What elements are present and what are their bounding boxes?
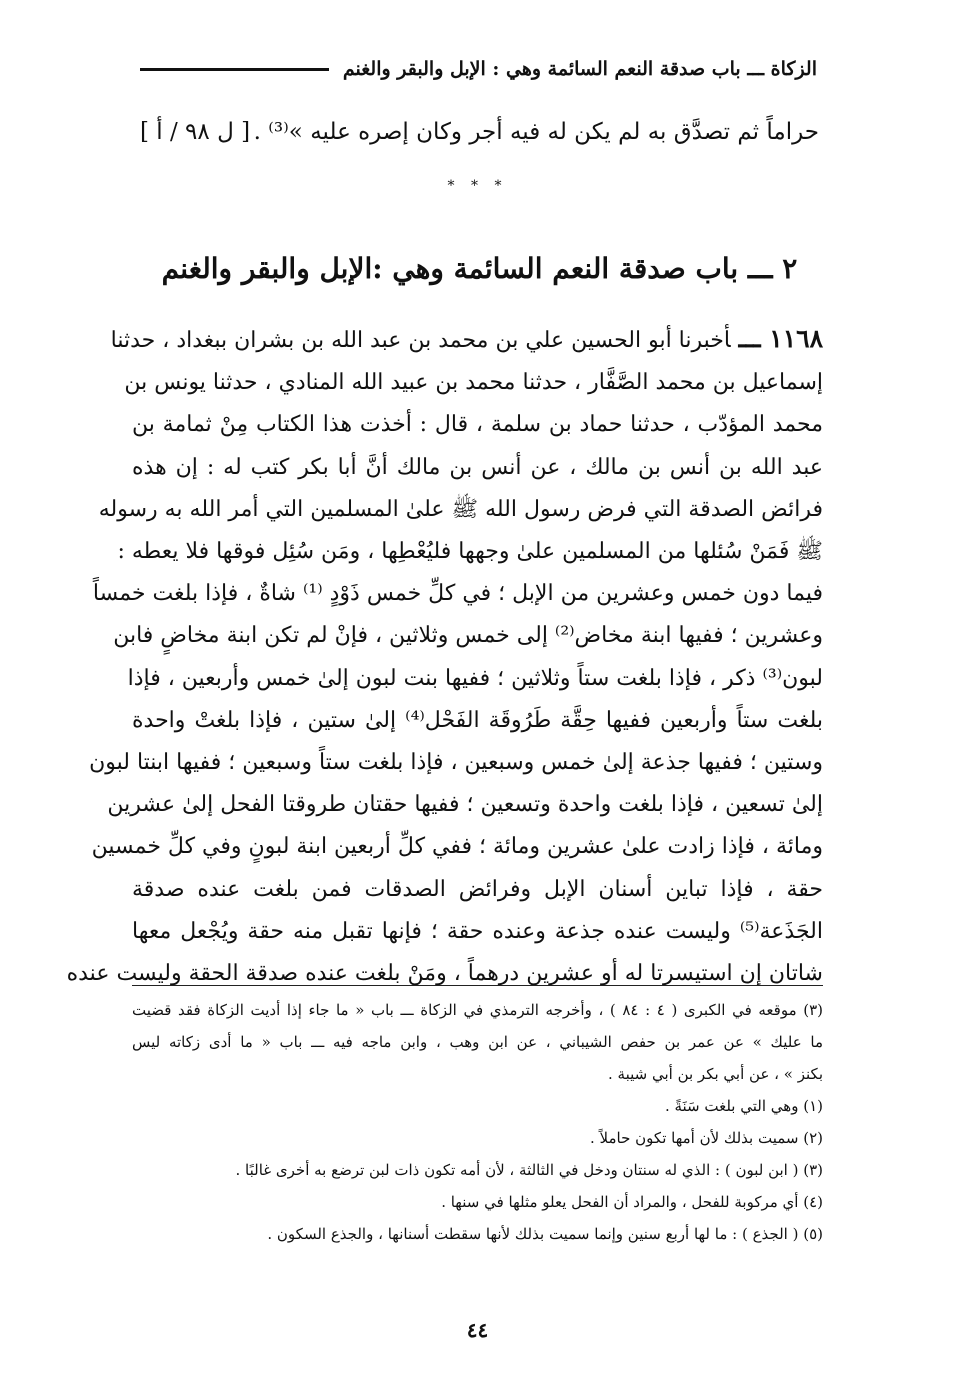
hadith-line: عبد الله بن أنس بن مالك ، عن أنس بن مالك أنَّ أبا بكر كتب له : إن هذه — [132, 454, 823, 480]
running-header — [140, 58, 817, 80]
hadith-line: إسماعيل بن محمد الصَّفَّار ، حدثنا محمد بن عبيد الله المنادي ، حدثنا يونس بن — [124, 370, 823, 396]
continuation-text: حراماً ثم تصدَّق به لم يكن له فيه أجر وكان إصره عليه »⁽³⁾ . — [253, 119, 819, 145]
page-number: ٤٤ — [466, 1318, 489, 1342]
hadith-line: ﷺ فَمَنْ سُئلها من المسلمين علىٰ وجهها فليُعْطِها ، ومَن سُئِل فوقها فلا يعطه : — [117, 539, 823, 565]
hadith-line: بلغت ستاً وأربعين ففيها حِقَّة طَرُوقَة الفَحْل⁽⁴⁾ إلىٰ ستين ، فإذا بلغتْ واحدة — [132, 707, 823, 733]
manuscript-marker: [ ل ٩٨ / أ ] — [140, 119, 251, 145]
hadith-line: فيما دون خمس وعشرين من الإبل ؛ في كلِّ خمس ذَوْدٍ ⁽¹⁾ شاةٌ ، فإذا بلغت خمساً — [92, 581, 823, 607]
footnote-line: (٤) أي مركوبة للفحل ، والمراد أن الفحل يعلو مثلها في سنها . — [441, 1193, 823, 1211]
footnotes — [132, 994, 823, 1250]
hadith-line: وستين ؛ ففيها جذعة إلىٰ خمس وسبعين ، فإذا بلغت ستاً وسبعين ؛ ففيها ابنتا لبون — [89, 750, 823, 776]
hadith-line: محمد المؤدّب ، حدثنا حماد بن سلمة ، قال : أخذت هذا الكتاب مِنْ ثمامة بن — [132, 412, 823, 438]
footnote-line: ما عليك » عن عمر بن حفص الشيباني ، عن ابن وهب ، وابن ماجه فيه ـــ باب « ما أدى زكاته ليس — [132, 1033, 823, 1051]
running-header-title: الزكاة ـــ باب صدقة النعم السائمة وهي : الإبل والبقر والغنم — [342, 58, 817, 80]
footnote-line: (١) وهي التي بلغت سَنَةً . — [664, 1097, 823, 1115]
hadith-1168 — [66, 318, 823, 995]
footnote-line: (٥) ( الجذع ) : ما لها أربع سنين وإنما سميت بذلك لأنها سقطت أسنانها ، والجذع السكون . — [267, 1225, 823, 1243]
footnote-line: (٢) سميت بذلك لأن أمها تكون حاملاً . — [590, 1129, 823, 1147]
footnote-line: (٣) ( ابن لبون ) : الذي له سنتان ودخل في الثالثة ، لأن أمه تكون ذات لبن ترضع به أخرى غالبًا . — [235, 1161, 823, 1179]
hadith-line: وعشرين ؛ ففيها ابنة مخاض⁽²⁾ إلى خمس وثلاثين ، فإنْ لم تكن ابنة مخاضٍ فابن — [113, 623, 823, 649]
footnote-divider — [132, 985, 823, 986]
footnote-line: (٣) موقعه في الكبرى ( ٤ : ٨٤ ) ، وأخرجه الترمذي في الزكاة ـــ باب « ما جاء إذا أديت الزكاة فقد قضيت — [132, 1001, 823, 1019]
chapter-title: ٢ ـــ باب صدقة النعم السائمة وهي :الإبل والبقر والغنم — [161, 252, 798, 285]
hadith-line: إلىٰ تسعين ، فإذا بلغت واحدة وتسعين ؛ ففيها حقتان طروقتا الفحل إلىٰ عشرين — [107, 792, 823, 818]
hadith-line: شاتان إن استيسرتا له أو عشرين درهماً ، ومَنْ بلغت عنده صدقة الحقة وليست عنده — [66, 961, 823, 987]
continuation-line — [140, 108, 819, 156]
hadith-line: فرائض الصدقة التي فرض رسول الله ﷺ علىٰ المسلمين التي أمر الله به رسوله — [98, 496, 823, 522]
section-separator: * * * — [447, 178, 508, 194]
hadith-line: لبون⁽³⁾ ذكر ، فإذا بلغت ستاً وثلاثين ؛ ففيها بنت لبون إلىٰ خمس وأربعين ، فإذا — [127, 665, 823, 691]
hadith-number: ١١٦٨ ـــ — [738, 324, 823, 353]
footnote-line: بكنز » ، عن أبي بكر بن أبي شيبة . — [607, 1065, 823, 1083]
running-header-rule — [140, 68, 329, 71]
hadith-line: ومائة ، فإذا زادت علىٰ عشرين ومائة ؛ ففي كلِّ أربعين ابنة لبونٍ وفي كلِّ خمسين — [91, 834, 823, 860]
hadith-line: ١١٦٨ ـــأخبرنا أبو الحسين علي بن محمد بن عبد الله بن بشران ببغداد ، حدثنا — [110, 324, 823, 353]
hadith-line: الجَذَعة⁽⁵⁾ وليست عنده جذعة وعنده حقة ؛ فإنها تقبل منه حقة ويُجْعل معها — [132, 918, 823, 944]
hadith-line: حقة ، فإذا تباين أسنان الإبل وفرائض الصدقات فمن بلغت عنده صدقة — [132, 876, 823, 902]
